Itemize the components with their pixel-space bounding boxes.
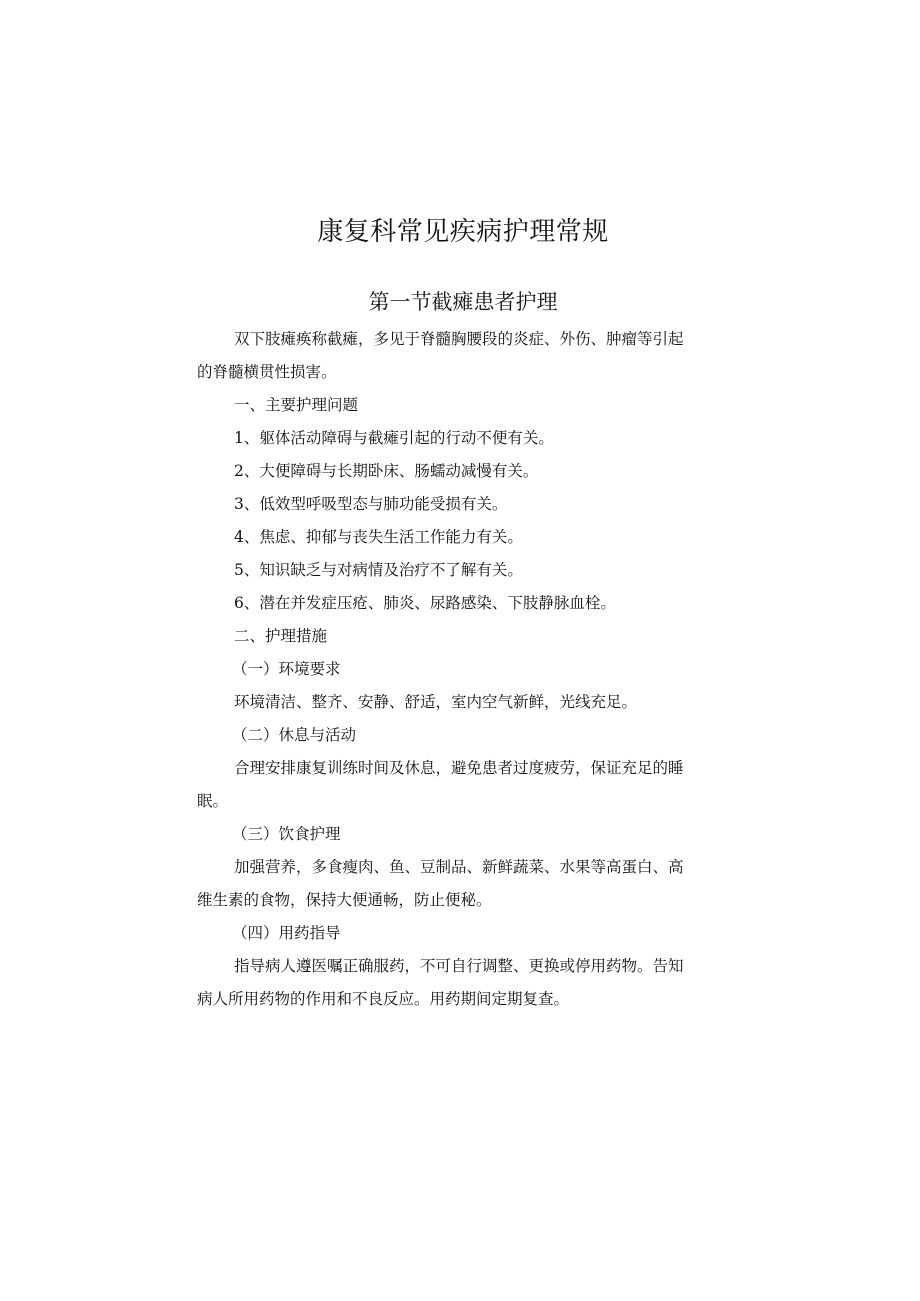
measure-text: 维生素的食物，保持大便通畅，防止便秘。 (197, 891, 492, 909)
measure-text: 合理安排康复训练时间及休息，避免患者过度疲劳，保证充足的睡 (234, 759, 684, 777)
problem-item: 1、躯体活动障碍与截瘫引起的行动不便有关。 (234, 429, 554, 447)
section-title: 第一节截瘫患者护理 (368, 290, 558, 314)
problem-item: 4、焦虑、抑郁与丧失生活工作能力有关。 (234, 528, 523, 546)
measure-text: 指导病人遵医嘱正确服药，不可自行调整、更换或停用药物。告知 (234, 957, 684, 975)
intro-line-2: 的脊髓横贯性损害。 (197, 363, 337, 381)
problems-heading: 一、主要护理问题 (234, 396, 359, 414)
measure-heading-medication: （四）用药指导 (232, 924, 341, 942)
measures-heading: 二、护理措施 (234, 627, 328, 645)
measure-text: 加强营养，多食瘦肉、鱼、豆制品、新鲜蔬菜、水果等高蛋白、高 (234, 858, 684, 876)
measure-heading-diet: （三）饮食护理 (232, 825, 341, 843)
problem-item: 5、知识缺乏与对病情及治疗不了解有关。 (234, 561, 523, 579)
document-title: 康复科常见疾病护理常规 (317, 217, 609, 247)
intro-line-1: 双下肢瘫痪称截瘫，多见于脊髓胸腰段的炎症、外伤、肿瘤等引起 (234, 330, 684, 348)
measure-heading-environment: （一）环境要求 (232, 660, 341, 678)
measure-heading-rest: （二）休息与活动 (232, 726, 357, 744)
measure-text: 病人所用药物的作用和不良反应。用药期间定期复查。 (197, 990, 570, 1008)
problem-item: 6、潜在并发症压疮、肺炎、尿路感染、下肢静脉血栓。 (234, 594, 616, 612)
measure-text: 眠。 (197, 792, 229, 810)
problem-item: 3、低效型呼吸型态与肺功能受损有关。 (234, 495, 508, 513)
measure-text: 环境清洁、整齐、安静、舒适，室内空气新鲜，光线充足。 (234, 693, 638, 711)
problem-item: 2、大便障碍与长期卧床、肠蠕动减慢有关。 (234, 462, 539, 480)
